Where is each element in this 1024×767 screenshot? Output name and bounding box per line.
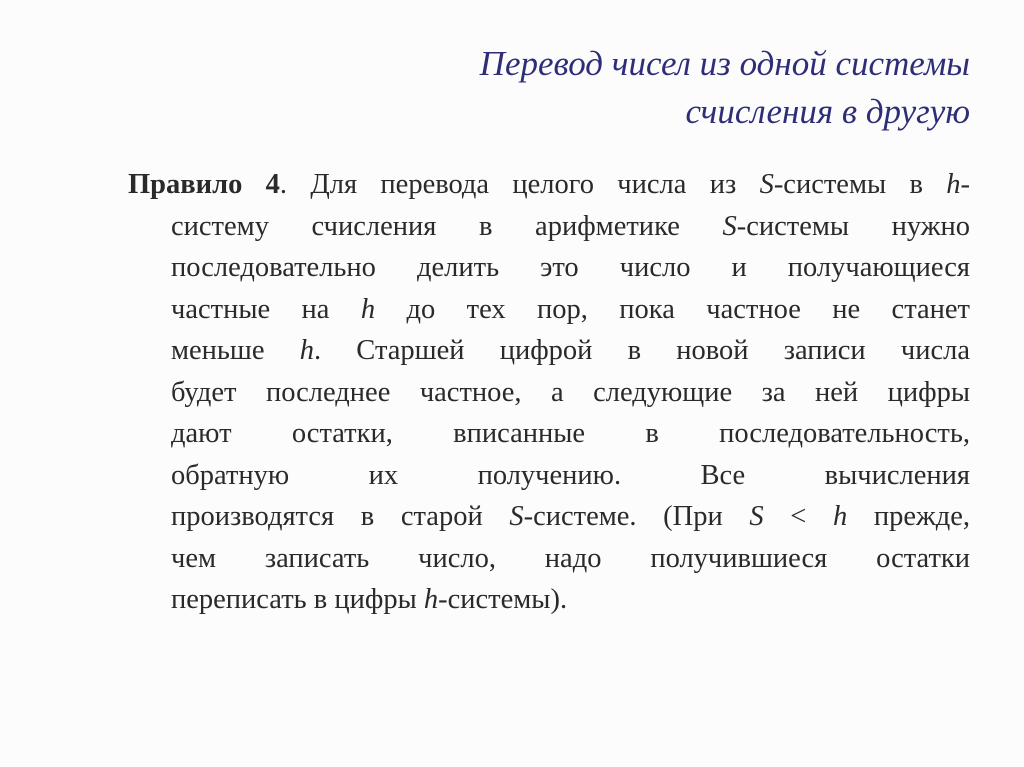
var-h: h bbox=[946, 169, 961, 200]
text-run: -системе. (При bbox=[523, 501, 750, 532]
slide-title bbox=[170, 40, 970, 136]
text-run: частные на bbox=[171, 293, 361, 325]
rule-line-11 bbox=[171, 579, 970, 621]
var-s: S bbox=[509, 501, 524, 532]
var-h: h bbox=[423, 584, 439, 615]
text-run: -системы нужно bbox=[736, 210, 970, 242]
rule-line-5 bbox=[171, 330, 970, 372]
text-run: прежде, bbox=[847, 501, 971, 532]
text-run: . Для перевода целого числа из bbox=[279, 169, 760, 200]
text-run: меньше bbox=[171, 335, 300, 366]
title-line-1: Перевод чисел из одной системы bbox=[479, 44, 970, 83]
title-line-2: счисления в другую bbox=[685, 92, 970, 131]
rule-line-6: будет последнее частное, а следующие за ней цифры bbox=[171, 376, 970, 408]
rule-line-1 bbox=[128, 164, 970, 206]
text-run: до тех пор, пока частное не станет bbox=[375, 293, 970, 325]
var-s: S bbox=[749, 501, 764, 532]
text-run: переписать в цифры bbox=[171, 584, 424, 615]
rule-label: Правило 4 bbox=[128, 169, 280, 200]
text-run: производятся в старой bbox=[171, 501, 510, 532]
rule-paragraph bbox=[128, 164, 971, 621]
rule-line-2 bbox=[171, 206, 970, 248]
var-h: h bbox=[299, 335, 314, 366]
rule-line-3: последовательно делить это число и получающиеся bbox=[171, 252, 970, 283]
var-s: S bbox=[722, 210, 737, 242]
text-run: -системы в bbox=[773, 169, 947, 200]
text-run: - bbox=[960, 169, 970, 200]
var-h: h bbox=[360, 293, 376, 325]
var-h: h bbox=[833, 501, 848, 532]
text-run: -системы). bbox=[438, 584, 568, 615]
text-run: . Старшей цифрой в новой записи числа bbox=[313, 335, 970, 366]
rule-line-7: дают остатки, вписанные в последовательность, bbox=[171, 418, 970, 449]
text-run: систему счисления в арифметике bbox=[171, 210, 723, 242]
rule-line-10: чем записать число, надо получившиеся остатки bbox=[171, 542, 970, 574]
rule-line-9 bbox=[171, 496, 970, 538]
rule-line-8: обратную их получению. Все вычисления bbox=[171, 459, 970, 491]
var-s: S bbox=[759, 169, 774, 200]
text-run: < bbox=[763, 501, 833, 532]
rule-line-4 bbox=[171, 289, 970, 331]
